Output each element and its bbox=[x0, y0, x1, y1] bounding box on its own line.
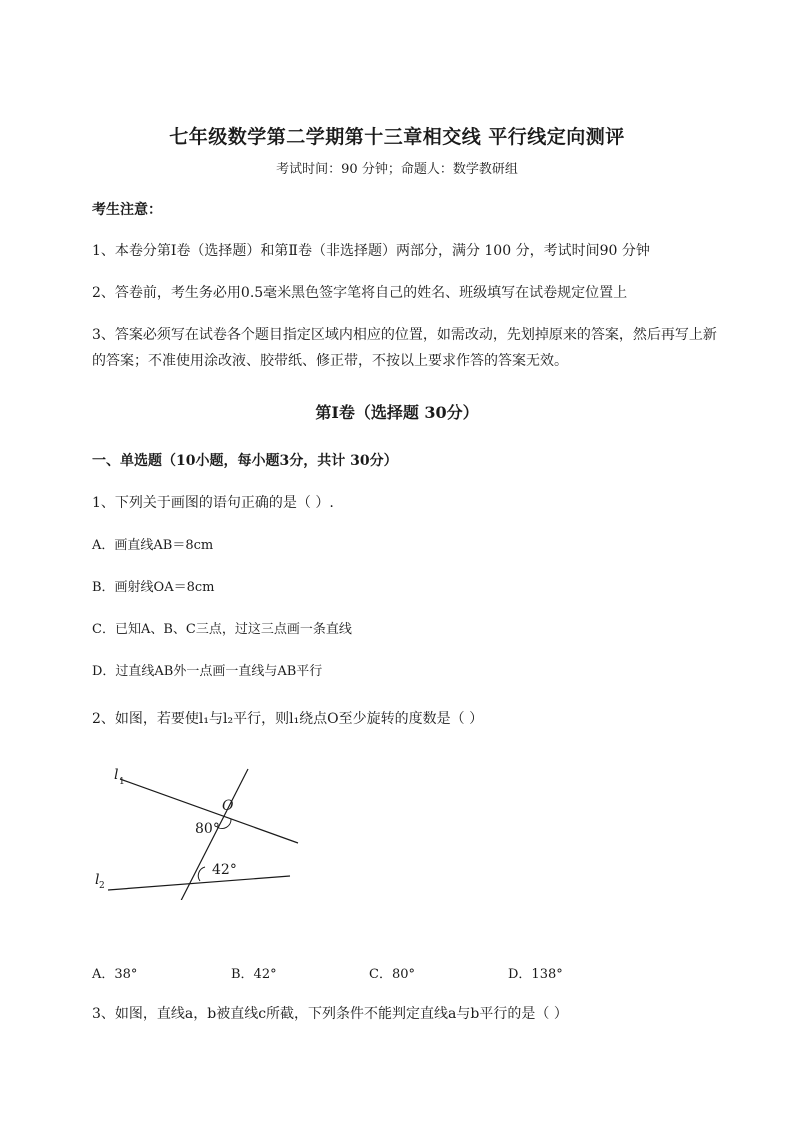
notice-item-3-line-1: 3、答案必须写在试卷各个题目指定区域内相应的位置，如需改动，先划掉原来的答案，然后再写上新 bbox=[92, 327, 717, 343]
question-1-option-c: C．已知A、B、C三点，过这三点画一条直线 bbox=[92, 622, 352, 637]
page-title: 七年级数学第二学期第十三章相交线 平行线定向测评 bbox=[169, 126, 625, 148]
notice-item-2: 2、答卷前，考生务必用0.5毫米黑色签字笔将自己的姓名、班级填写在试卷规定位置上 bbox=[92, 285, 628, 301]
label-l2: l bbox=[95, 872, 100, 888]
part-title: 一、单选题（10小题，每小题3分，共计 30分） bbox=[92, 453, 398, 469]
question-2-option-a: A．38° bbox=[92, 967, 138, 982]
angle-42-arc bbox=[198, 867, 205, 881]
question-1-option-d: D．过直线AB外一点画一直线与AB平行 bbox=[92, 664, 323, 679]
section-title: 第Ⅰ卷（选择题 30分） bbox=[315, 403, 479, 422]
question-2-stem: 2、如图，若要使l₁与l₂平行，则l₁绕点O至少旋转的度数是（ ） bbox=[92, 711, 484, 727]
question-2-option-b: B．42° bbox=[231, 967, 277, 982]
label-l1-subscript: 1 bbox=[119, 777, 125, 787]
angle-80-label: 80° bbox=[195, 821, 220, 837]
angle-42-label: 42° bbox=[212, 862, 237, 878]
question-2-figure bbox=[88, 760, 308, 900]
notice-heading: 考生注意： bbox=[92, 202, 162, 218]
question-1-option-b: B．画射线OA＝8cm bbox=[92, 580, 215, 595]
notice-item-1: 1、本卷分第Ⅰ卷（选择题）和第Ⅱ卷（非选择题）两部分，满分 100 分，考试时间90 分钟 bbox=[92, 243, 650, 259]
question-3-stem: 3、如图，直线a，b被直线c所截，下列条件不能判定直线a与b平行的是（ ） bbox=[92, 1006, 568, 1022]
question-1-option-a: A．画直线AB＝8cm bbox=[92, 538, 214, 553]
question-1-stem: 1、下列关于画图的语句正确的是（ ）. bbox=[92, 495, 334, 511]
label-l1: l bbox=[114, 767, 119, 783]
notice-item-3-line-2: 的答案；不准使用涂改液、胶带纸、修正带，不按以上要求作答的答案无效。 bbox=[92, 353, 568, 369]
question-2-option-c: C．80° bbox=[369, 967, 415, 982]
question-2-option-d: D．138° bbox=[508, 967, 563, 982]
label-l2-subscript: 2 bbox=[99, 881, 105, 891]
label-point-o: O bbox=[222, 798, 234, 814]
exam-info: 考试时间：90 分钟；命题人：数学教研组 bbox=[276, 162, 518, 177]
